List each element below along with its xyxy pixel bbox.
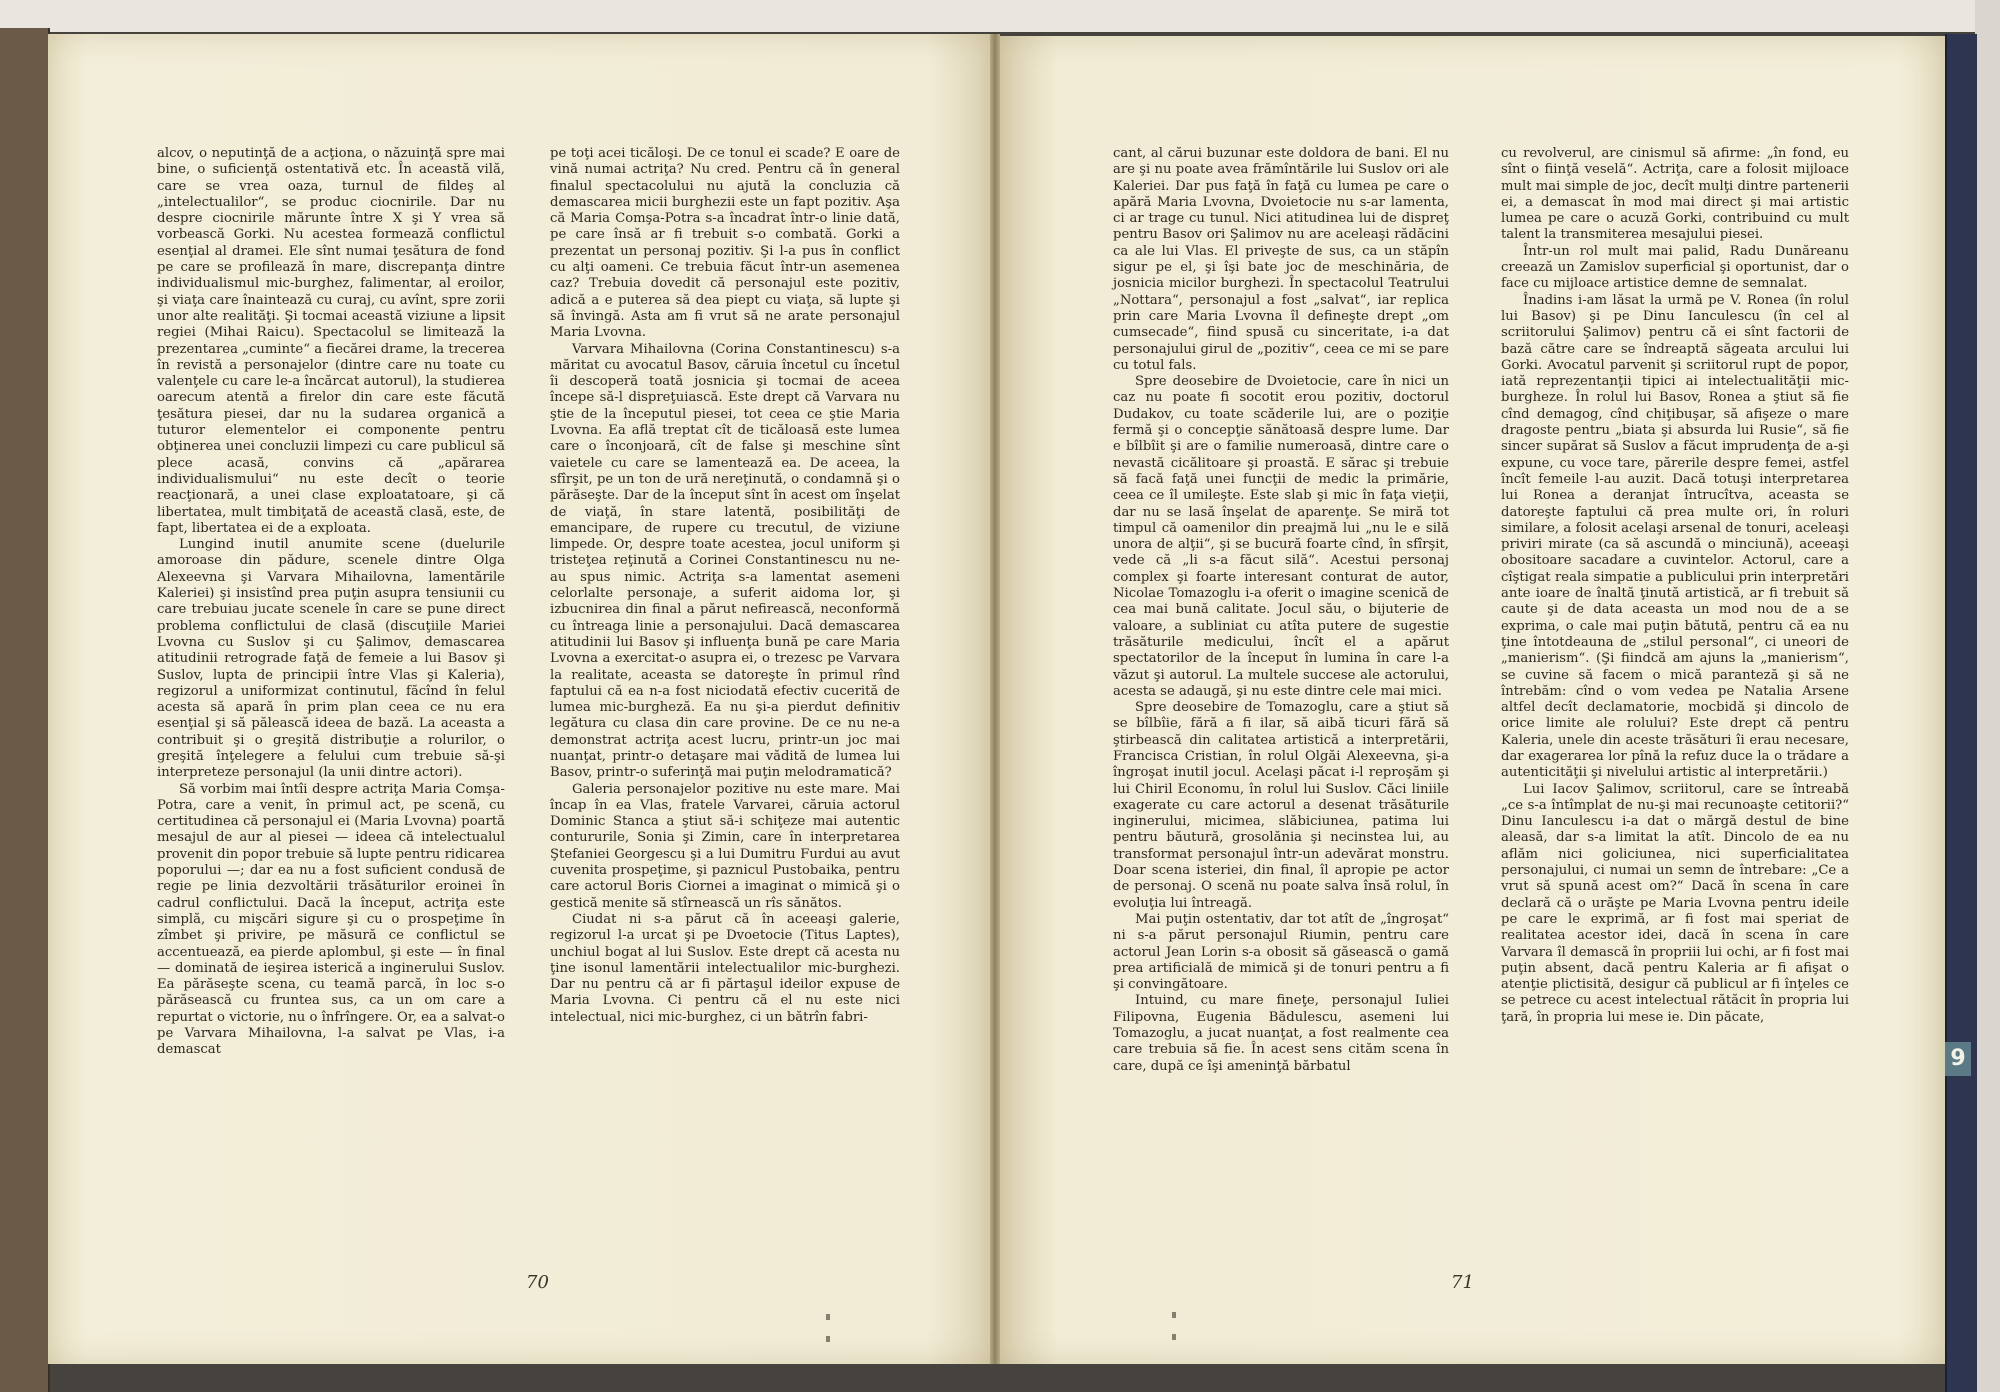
index-tab-marker: 9 <box>1945 1042 1971 1076</box>
paragraph: Spre deosebire de Dvoietocie, care în nici un caz nu poate fi socotit erou pozitiv, doctorul Dudakov, cu toate scăderile lui, are o poziţie fermă şi o concepţie sănătoasă despre lume. Dar e bîlbîit şi are o familie numeroasă, dintre care o nevastă cicălitoare şi proastă. E sărac şi trebuie să facă faţă unei funcţii de medic la primărie, ceea ce îl umileşte. Este slab şi mic în faţa vieţii, dar nu se lasă înşelat de aparenţe. Se miră tot timpul că oamenilor din preajmă lui „nu le e silă unora de alţii“, şi se bucură foarte cînd, în sfîrşit, vede că „li s-a făcut silă“. Acestui personaj complex şi foarte interesant conturat de autor, Nicolae Tomazoglu i-a oferit o imagine scenică de cea mai bună calitate. Jocul său, o bijuterie de valoare, a subliniat cu atîta putere de sugestie trăsăturile medicului, încît el a apărut spectatorilor de la început în lumina în care l-a văzut şi autorul. La multele succese ale actorului, acesta se adaugă, şi nu este dintre cele mai mici. <box>1113 374 1449 699</box>
text-column-3 <box>1113 146 1449 1075</box>
text-column-4 <box>1501 146 1849 1026</box>
paragraph: Într-un rol mult mai palid, Radu Dunăreanu creează un Zamislov superficial şi oportunist, dar o face cu mijloace artistice demne de semnalat. <box>1501 243 1849 292</box>
paragraph: cu revolverul, are cinismul să afirme: „în fond, eu sînt o fiinţă veselă“. Actriţa, care a folosit mijloace mult mai simple de joc, decît mulţi dintre partenerii ei, a demascat în mod mai direct şi mai artistic lumea pe care o acuză Gorki, contribuind cu mult talent la transmiterea mesajului piesei. <box>1501 146 1849 243</box>
paragraph: Galeria personajelor pozitive nu este mare. Mai încap în ea Vlas, fratele Varvarei, căruia actorul Dominic Stanca a ştiut să-i schiţeze mai autentic contururile, Sonia şi Zimin, care în interpretarea Ştefaniei Georgescu şi a lui Dumitru Furdui au avut cuvenita prospeţime, şi paznicul Pustobaika, pentru care actorul Boris Ciornei a imaginat o mimică şi o gestică menite să stîrnească un rîs sănătos. <box>550 781 900 911</box>
paragraph: Ciudat ni s-a părut că în aceeaşi galerie, regizorul l-a urcat şi pe Dvoetocie (Titus Laptes), unchiul bogat al lui Suslov. Este drept că acesta nu ţine isonul lamentării intelectualilor mic-burghezi. Dar nu pentru că ar fi părtaşul ideilor expuse de Maria Lvovna. Ci pentru că el nu este nici intelectual, nici mic-burghez, ci un bătrîn fabri- <box>550 911 900 1025</box>
gutter-mark <box>1172 1312 1176 1318</box>
text-column-2 <box>550 146 900 1026</box>
page-number-right: 71 <box>1451 1272 1474 1293</box>
paragraph: Mai puţin ostentativ, dar tot atît de „îngroşat“ ni s-a părut personajul Riumin, pentru care actorul Jean Lorin s-a obosit să găsească o gamă prea artificială de mimică şi de tonuri pentru a fi şi convingătoare. <box>1113 911 1449 993</box>
gutter-mark <box>826 1314 830 1320</box>
scanner-bed-top <box>0 0 2000 32</box>
paragraph: Lungind inutil anumite scene (duelurile amoroase din pădure, scenele dintre Olga Alexeevna şi Varvara Mihailovna, lamentările Kaleriei) şi insistînd prea puţin asupra tensiunii cu care trebuiau jucate scenele în care se pune direct problema conflictului de clasă (discuţiile Mariei Lvovna cu Suslov şi cu Şalimov, demascarea atitudinii retrograde faţă de femeie a lui Basov şi Suslov, lupta de principii între Vlas şi Kaleria), regizorul a uniformizat continutul, făcînd în felul acesta să apară în prim plan ceea ce nu era esenţial şi să pălească ideea de bază. La aceasta a contribuit şi o greşită distribuţie a rolurilor, o greşită înţelegere a felului cum trebuie să-şi interpreteze personajul (la unii dintre actori). <box>157 537 505 781</box>
paragraph: Înadins i-am lăsat la urmă pe V. Ronea (în rolul lui Basov) şi pe Dinu Ianculescu (în cel al scriitorului Şalimov) pentru că ei sînt factorii de bază către care se îndreaptă săgeata arcului lui Gorki. Avocatul parvenit şi scriitorul rupt de popor, iată reprezentanţii tipici ai intelectualităţii mic-burgheze. În rolul lui Basov, Ronea a ştiut să fie cînd demagog, cînd chiţibuşar, să afişeze o mare dragoste pentru „biata şi absurda lui Rusie“, să fie sincer supărat să Suslov a făcut imprudenţa de a-şi expune, cu voce tare, părerile despre femei, astfel încît femeile l-au auzit. Dacă totuşi interpretarea lui Ronea a deranjat întrucîtva, aceasta se datoreşte faptului că prea multe ori, în roluri similare, a folosit acelaşi arsenal de tonuri, aceleaşi priviri mirate (ca să ascundă o minciună), aceeaşi obositoare sacadare a cuvintelor. Actorul, care a cîştigat reala simpatie a publicului prin interpretări ante ioare de înaltă ţinută artistică, ar fi trebuit să caute şi de data aceasta un mod nou de a se exprima, o cale mai puţin bătută, pentru că ea nu ţine întotdeauna de „stilul personal“, ci uneori de „manierism“. (Şi fiindcă am ajuns la „manierism“, se cuvine să facem o mică paranteză şi să ne întrebăm: cînd o vom vedea pe Natalia Arsene altfel decît declamatorie, mocbidă şi dincolo de orice limite ale rolului? Este drept că pentru Kaleria, unele din aceste trăsături îi erau necesare, dar exagerarea lor pînă la refuz duce la o trădare a autenticităţii şi nivelului artistic al interpretării.) <box>1501 292 1849 781</box>
gutter-mark <box>1172 1334 1176 1340</box>
paragraph: Varvara Mihailovna (Corina Constantinescu) s-a măritat cu avocatul Basov, căruia încetul cu încetul îi descoperă toată josnicia şi tocmai de aceea începe să-l dispreţuiască. Este drept că Varvara nu ştie de la începutul piesei, tot ceea ce ştie Maria Lvovna. Ea află treptat cît de ticăloasă este lumea care o înconjoară, cît de false şi meschine sînt vaietele cu care se lamentează ea. De aceea, la sfîrşit, pe un ton de ură nereţinută, o condamnă şi o părăseşte. Dar de la început sînt în acest om înşelat de viaţă, în stare latentă, posibilităţi de emancipare, de rupere cu trecutul, de viziune limpede. Or, despre toate acestea, jocul uniform şi tristeţea reţinută a Corinei Constantinescu nu ne-au spus nimic. Actriţa s-a lamentat asemeni celorlalte personaje, a suferit aidoma lor, şi izbucnirea din final a părut nefirească, neconformă cu întreaga linie a personajului. Dacă demascarea atitudinii lui Basov şi influenţa bună pe care Maria Lvovna a exercitat-o asupra ei, o trezesc pe Varvara la realitate, aceasta se datoreşte în primul rînd faptului că ea n-a fost niciodată efectiv cucerită de lumea mic-burgheză. Ea nu şi-a pierdut definitiv legătura cu clasa din care provine. De ce nu ne-a demonstrat actriţa acest lucru, printr-un joc mai nuanţat, printr-o detaşare mai vădită de lumea lui Basov, printr-o suferinţă mai puţin melodramatică? <box>550 341 900 781</box>
paragraph: pe toţi acei ticăloşi. De ce tonul ei scade? E oare de vină numai actriţa? Nu cred. Pentru că în general finalul spectacolului nu ajută la concluzia că demascarea micii burghezii este un fapt pozitiv. Aşa că Maria Comşa-Potra s-a încadrat într-o linie dată, pe care însă ar fi trebuit s-o combată. Gorki a prezentat un personaj pozitiv. Şi l-a pus în conflict cu alţi oameni. Ce trebuia făcut într-un asemenea caz? Trebuia dovedit că personajul este pozitiv, adică a e puterea să dea piept cu viaţa, să lupte şi să învingă. Asta am fi vrut să ne arate personajul Maria Lvovna. <box>550 146 900 341</box>
paragraph: Intuind, cu mare fineţe, personajul Iuliei Filipovna, Eugenia Bădulescu, asemeni lui Tomazoglu, a jucat nuanţat, a fost realmente cea care trebuia să fie. În acest sens cităm scena în care, după ce îşi ameninţă bărbatul <box>1113 993 1449 1074</box>
paragraph: Lui Iacov Şalimov, scriitorul, care se întreabă „ce s-a întîmplat de nu-şi mai recunoaşte cetitorii?“ Dinu Ianculescu i-a dat o mărgă destul de bine aleasă, dar s-a limitat la atît. Dincolo de ea nu aflăm nici goliciunea, nici superficialitatea personajului, ci numai un semn de întrebare: „Ce a vrut să spună acest om?“ Dacă în scena în care declară că o urăşte pe Maria Lvovna pentru ideile pe care le exprimă, ar fi fost mai speriat de realitatea acestor idei, dacă în scena în care Varvara îl demască în propriii lui ochi, ar fi fost mai puţin absent, dacă pentru Kaleria ar fi afişat o atenţie plictisită, desigur că publicul ar fi înţeles ce se petrece cu acest intelectual rătăcit în propria lui ţară, în propria lui mese ie. Din păcate, <box>1501 781 1849 1025</box>
book-cover-left <box>0 28 50 1392</box>
paragraph: cant, al cărui buzunar este doldora de bani. El nu are şi nu poate avea frămîntările lui Suslov ori ale Kaleriei. Dar pus faţă în faţă cu lumea pe care o apără Maria Lvovna, Dvoietocie nu s-ar lamenta, ci ar trage cu tunul. Nici atitudinea lui de dispreţ pentru Basov ori Şalimov nu are aceleaşi rădăcini ca ale lui Vlas. El priveşte de sus, ca un stăpîn sigur pe el, şi îşi bate joc de meschinăria, de josnicia micilor burghezi. În spectacolul Teatrului „Nottara“, personajul a fost „salvat“, iar replica prin care Maria Lvovna îl defineşte drept „om cumsecade“, fiind spusă cu sinceritate, i-a dat personajului girul de „pozitiv“, ceea ce mi se pare cu totul fals. <box>1113 146 1449 373</box>
paragraph: Spre deosebire de Tomazoglu, care a ştiut să se bîlbîie, fără a fi ilar, să aibă ticuri fără să ştirbească din calitatea artistică a interpretării, Francisca Cristian, în rolul Olgăi Alexeevna, şi-a îngroşat inutil jocul. Acelaşi păcat i-l reproşăm şi lui Chiril Economu, în rolul lui Suslov. Căci liniile exagerate cu care actorul a desenat trăsăturile inginerului, micimea, slăbiciunea, patima lui pentru băutură, grosolănia şi necinstea lui, au transformat personajul într-un adevărat monstru. Doar scena isteriei, din final, îl apropie pe actor de personaj. O scenă nu poate salva însă rolul, în evoluţia lui întreagă. <box>1113 700 1449 911</box>
scanner-bed-right <box>1975 0 2000 1392</box>
paragraph: Să vorbim mai întîi despre actriţa Maria Comşa-Potra, care a venit, în primul act, pe scenă, cu certitudinea că personajul ei (Maria Lvovna) poartă mesajul de aur al piesei — ideea că intelectualul provenit din popor trebuie să lupte pentru ridicarea poporului —; dar ea nu a fost suficient condusă de regie pe linia dezvoltării trăsăturilor eroinei în cadrul conflictului. Dacă la început, actriţa este simplă, cu mişcări sigure şi cu o prospeţime în zîmbet şi privire, pe măsură ce conflictul se accentuează, ea pierde aplombul, şi este — în final — dominată de ieşirea isterică a inginerului Suslov. Ea părăseşte scena, cu teamă parcă, în loc s-o părăsească cu fruntea sus, ca un om care a repurtat o victorie, nu o înfrîngere. Or, ea a salvat-o pe Varvara Mihailovna, l-a salvat pe Vlas, i-a demascat <box>157 781 506 1058</box>
page-number-left: 70 <box>526 1272 549 1293</box>
gutter-mark <box>826 1336 830 1342</box>
paragraph: alcov, o neputinţă de a acţiona, o năzuinţă spre mai bine, o suficienţă ostentativă etc. În această vilă, care se vrea oaza, turnul de fildeş al „intelectualilor“, se produc ciocnirile. Dar nu despre ciocnirile mărunte între X şi Y vrea să vorbească Gorki. Nu acestea formează conflictul esenţial al dramei. Ele sînt numai ţesătura de fond pe care se profilează în mare, discrepanţa dintre individualismul mic-burghez, falimentar, al eroilor, şi viaţa care înaintează cu curaj, cu avînt, spre zorii unor alte realităţi. Şi tocmai această viziune a lipsit regiei (Mihai Raicu). Spectacolul se limitează la prezentarea „cuminte“ a fiecărei drame, la trecerea în revistă a personajelor (dintre care nu toate cu valenţele cu care le-a încărcat autorul), la studierea oarecum atentă a firelor din care este făcută ţesătura piesei, dar nu la sudarea organică a tuturor elementelor ei componente pentru obţinerea unei concluzii limpezi cu care publicul să plece acasă, convins că „apărarea individualismului“ nu este decît o teorie reacţionară, a unei clase exploatatoare, şi că libertatea, mult timbiţată de această clasă, este, de fapt, libertatea ei de a exploata. <box>157 146 505 536</box>
text-column-1 <box>157 146 505 1059</box>
book-cover-right <box>1945 34 1977 1392</box>
book-gutter <box>990 34 1000 1364</box>
